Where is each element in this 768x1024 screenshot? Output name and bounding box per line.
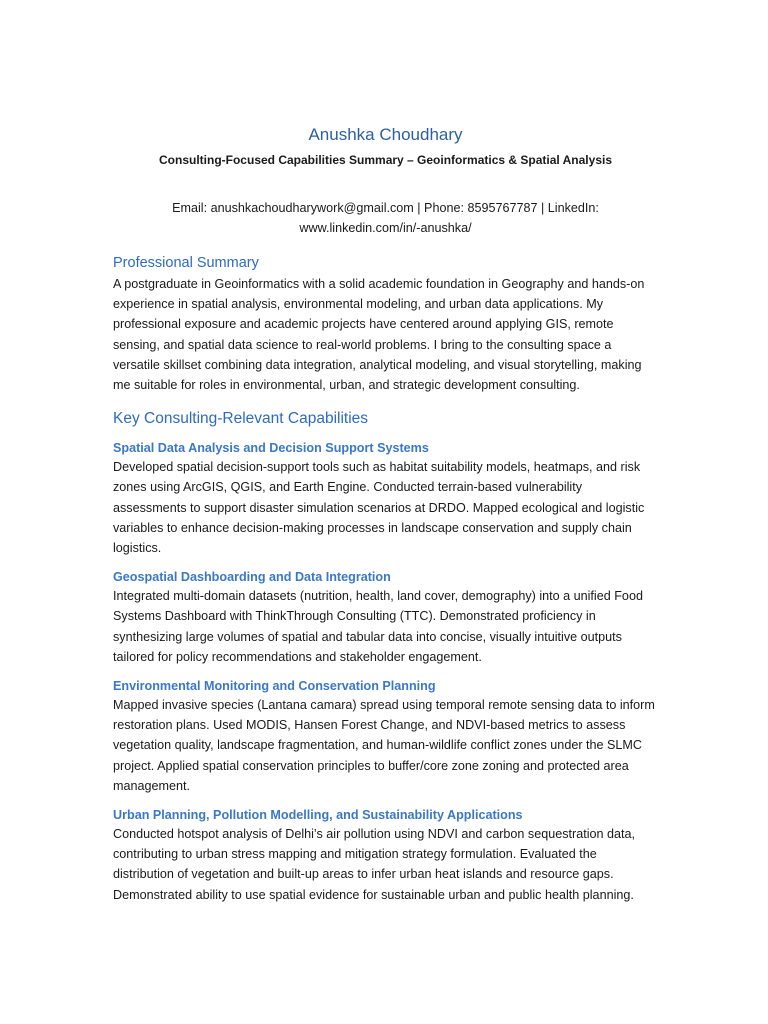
professional-summary-text: A postgraduate in Geoinformatics with a solid academic foundation in Geography and hands-on experience in spatial analysis, environmental modeling, and urban data applications. My professional exposure and academic projects have centered around applying GIS, remote sensing, and spatial data science to real-world problems. I bring to the consulting space a versatile skillset combining data integration, analytical modeling, and visual storytelling, making me suitable for roles in environmental, urban, and strategic development consulting. [113,277,645,393]
contact-info [113,198,658,238]
capabilities-heading: Key Consulting-Relevant Capabilities [113,410,369,428]
candidate-name: Anushka Choudhary [308,125,463,144]
capability-text: Conducted hotspot analysis of Delhi’s air pollution using NDVI and carbon sequestration data, contributing to urban stress mapping and mitigation strategy formulation. Evaluated the distribution of vegetation and built-up areas to infer urban heat islands and resource gaps. Demonstrated ability to use spatial evidence for sustainable urban and public health planning. [113,827,636,902]
document-page [113,124,658,905]
professional-summary-heading: Professional Summary [113,255,259,271]
capability-title: Spatial Data Analysis and Decision Support Systems [113,441,429,456]
document-subtitle: Consulting-Focused Capabilities Summary – Geoinformatics & Spatial Analysis [159,153,612,167]
capability-text: Developed spatial decision-support tools such as habitat suitability models, heatmaps, and risk zones using ArcGIS, QGIS, and Earth Engine. Conducted terrain-based vulnerability assessments to support disaster simulation scenarios at DRDO. Mapped ecological and logistic variables to enhance decision-making processes in landscape conservation and supply chain logistics. [113,460,645,556]
contact-line-2: www.linkedin.com/in/-anushka/ [299,221,472,235]
capability-title: Environmental Monitoring and Conservation Planning [113,679,436,694]
capability-title: Urban Planning, Pollution Modelling, and Sustainability Applications [113,808,523,823]
capability-text: Mapped invasive species (Lantana camara) spread using temporal remote sensing data to inform restoration plans. Used MODIS, Hansen Forest Change, and NDVI-based metrics to assess vegetation quality, landscape fragmentation, and human-wildlife conflict zones under the SLMC project. Applied spatial conservation principles to buffer/core zone zoning and protected area management. [113,698,655,793]
contact-line-1: Email: anushkachoudharywork@gmail.com | Phone: 8595767787 | LinkedIn: [172,201,599,215]
capability-title: Geospatial Dashboarding and Data Integration [113,570,391,585]
capability-text: Integrated multi-domain datasets (nutrition, health, land cover, demography) into a unified Food Systems Dashboard with ThinkThrough Consulting (TTC). Demonstrated proficiency in synthesizing large volumes of spatial and tabular data into concise, visually intuitive outputs tailored for policy recommendations and stakeholder engagement. [113,589,643,664]
